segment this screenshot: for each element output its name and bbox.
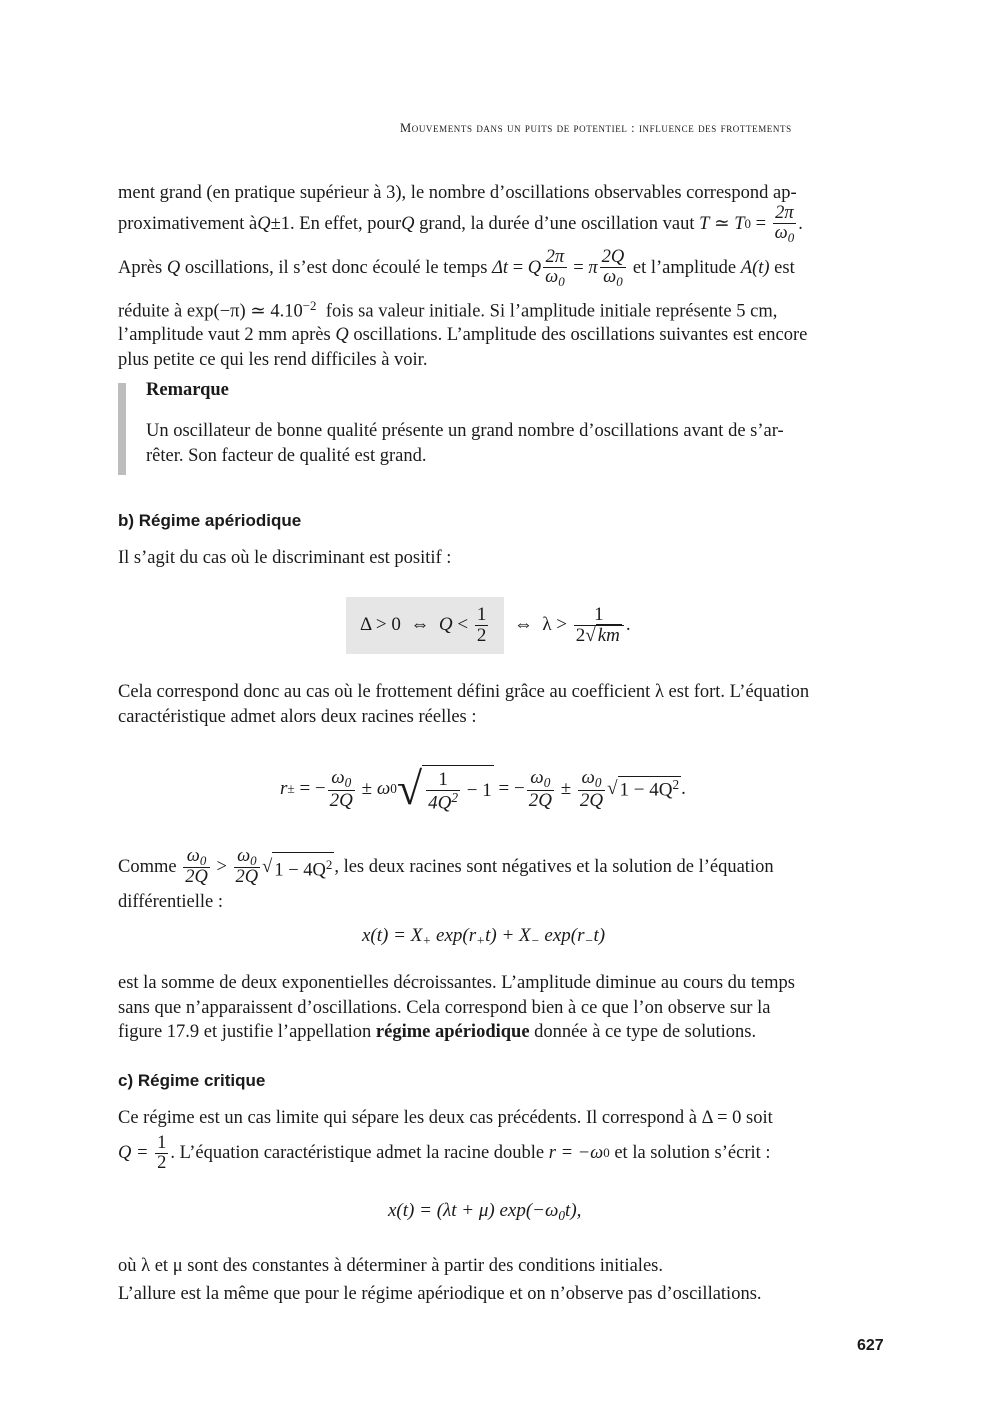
text: . L’équation caractéristique admet la racine double bbox=[170, 1143, 549, 1164]
line: Cela correspond donc au cas où le frottement défini grâce au coefficient λ est fort. L’équation bbox=[118, 682, 810, 702]
superscript: 2 bbox=[672, 777, 680, 793]
text: = −ω bbox=[555, 1143, 604, 1164]
equation-aperiodic-condition bbox=[346, 597, 631, 654]
intro-line-5 bbox=[118, 323, 886, 348]
text: = − bbox=[493, 778, 525, 799]
subscript: 0 bbox=[558, 274, 565, 290]
omega: ω bbox=[331, 766, 345, 788]
line bbox=[118, 844, 886, 890]
text: 1 − 4Q bbox=[619, 779, 673, 801]
denominator bbox=[543, 268, 567, 288]
sqrt-sign: √ bbox=[396, 763, 423, 814]
text: = − bbox=[294, 778, 326, 799]
text: oscillations. L’amplitude des oscillations suivantes est encore bbox=[348, 325, 808, 346]
var-q: Q bbox=[257, 214, 271, 235]
equation-roots bbox=[280, 758, 686, 820]
subscript: − bbox=[584, 932, 594, 948]
var-q: Q bbox=[335, 325, 349, 346]
text: = bbox=[750, 214, 771, 235]
text: grand, la durée d’une oscillation vaut bbox=[414, 214, 700, 235]
denominator: 2Q bbox=[528, 789, 552, 811]
subscript: 0 bbox=[344, 774, 352, 790]
line: où λ et μ sont des constantes à déterminer à partir des conditions initiales. bbox=[118, 1256, 663, 1276]
line: L’allure est la même que pour le régime apériodique et on n’observe pas d’oscillations. bbox=[118, 1284, 762, 1304]
numerator: 1 bbox=[476, 604, 487, 625]
var-q: Q bbox=[401, 214, 415, 235]
subscript: ± bbox=[287, 781, 295, 796]
denominator bbox=[773, 224, 797, 244]
line bbox=[118, 1020, 886, 1045]
numerator: 1 bbox=[574, 605, 624, 626]
text: oscillations, il s’est donc écoulé le temps bbox=[180, 258, 493, 279]
subscript: − bbox=[530, 932, 540, 948]
text: − 1 bbox=[462, 780, 492, 802]
var-dt: Δt bbox=[492, 258, 509, 279]
line: caractéristique admet alors deux racines réelles : bbox=[118, 706, 477, 727]
text: t), bbox=[565, 1200, 582, 1221]
sqrt-body bbox=[272, 852, 334, 883]
denominator: 2√ km bbox=[575, 624, 620, 646]
denominator: 2Q bbox=[185, 867, 208, 888]
section-b-heading: b) Régime apériodique bbox=[118, 511, 302, 530]
subscript: 0 bbox=[390, 781, 397, 796]
sqrt-body bbox=[618, 776, 682, 802]
superscript: 2 bbox=[451, 789, 459, 805]
omega: ω bbox=[530, 766, 544, 788]
omega: ω bbox=[603, 267, 617, 288]
text: exp(r bbox=[431, 925, 477, 946]
sqrt-body bbox=[422, 765, 494, 814]
omega: ω bbox=[774, 223, 788, 244]
sqrt-sign: √ bbox=[262, 856, 273, 877]
page-number: 627 bbox=[857, 1337, 884, 1354]
line: différentielle : bbox=[118, 892, 223, 912]
subscript: + bbox=[476, 932, 486, 948]
intro-paragraph bbox=[118, 181, 886, 372]
denominator: 2Q bbox=[579, 789, 604, 811]
fraction-omega0-2q bbox=[183, 847, 210, 888]
text: ± bbox=[356, 778, 377, 799]
text: ±1. En effet, pour bbox=[270, 214, 402, 235]
text: proximativement à bbox=[118, 214, 258, 235]
line: est la somme de deux exponentielles décroissantes. L’amplitude diminue au cours du temps bbox=[118, 973, 795, 993]
superscript: −2 bbox=[302, 297, 317, 313]
section-c-para-2 bbox=[118, 1252, 886, 1308]
denominator: 2Q bbox=[329, 789, 353, 811]
fraction-2pi-omega0 bbox=[773, 204, 797, 245]
section-b-intro: Il s’agit du cas où le discriminant est positif : bbox=[118, 548, 452, 568]
fraction-one-half bbox=[475, 605, 489, 646]
text: réduite à exp(−π) ≃ 4.10 bbox=[118, 300, 303, 321]
var-r: r bbox=[280, 778, 288, 799]
denominator: 2 bbox=[476, 624, 487, 646]
omega: ω bbox=[186, 845, 200, 866]
text: 1 − 4Q bbox=[274, 859, 326, 880]
text: , les deux racines sont négatives et la solution de l’équation bbox=[334, 856, 774, 877]
text: x(t) = X bbox=[362, 925, 423, 946]
remark-body bbox=[146, 419, 866, 468]
text: exp(r bbox=[539, 925, 585, 946]
var-q: Q bbox=[166, 258, 181, 279]
intro-line-4 bbox=[118, 294, 886, 324]
fourq: 4Q bbox=[428, 792, 452, 814]
intro-line-2: proximativement à Q ±1. En effet, pour Q grand, la durée d’une oscillation vaut T ≃ T 0 = $\frac{2\pi}{\omega_0}$ . bbox=[118, 203, 803, 246]
fraction-one-half bbox=[155, 1134, 168, 1174]
denominator: 2Q bbox=[235, 867, 259, 888]
equation-critical bbox=[388, 1200, 581, 1224]
text: donnée à ce type de solutions. bbox=[529, 1022, 757, 1042]
intro-line-6: plus petite ce qui les rend difficiles à voir. bbox=[118, 349, 428, 370]
subscript: 0 bbox=[558, 1207, 566, 1223]
fraction-omega0-2q bbox=[234, 847, 261, 888]
section-b-para-2 bbox=[118, 680, 886, 729]
section-b-para-4 bbox=[118, 971, 886, 1045]
subscript: 0 bbox=[616, 274, 623, 290]
text: et la solution s’écrit : bbox=[609, 1143, 771, 1164]
text: est bbox=[769, 258, 795, 279]
line: Ce régime est un cas limite qui sépare les deux cas précédents. Il correspond à Δ = 0 soit bbox=[118, 1108, 773, 1128]
fraction-2q-omega0 bbox=[600, 248, 627, 289]
subscript: 0 bbox=[787, 230, 795, 246]
omega: ω bbox=[581, 766, 595, 788]
var-q: Q bbox=[527, 258, 542, 279]
section-c-heading: c) Régime critique bbox=[118, 1071, 266, 1090]
text: Δ > 0 ⇔ bbox=[360, 614, 439, 636]
var-pi: π bbox=[588, 258, 598, 279]
numerator: 1 bbox=[157, 1132, 167, 1153]
text: < bbox=[452, 614, 473, 636]
subscript: 0 bbox=[199, 852, 207, 868]
superscript: 2 bbox=[325, 856, 333, 872]
var-q: Q bbox=[438, 614, 453, 636]
period: . bbox=[625, 614, 631, 636]
text: Comme bbox=[118, 856, 182, 877]
subscript: 0 bbox=[250, 852, 257, 868]
text: t) + X bbox=[485, 925, 531, 946]
var-r: r bbox=[548, 1143, 556, 1164]
text: x(t) = (λt + μ) exp(−ω bbox=[388, 1200, 559, 1221]
fraction-2pi-omega0 bbox=[543, 248, 567, 289]
fraction-omega0-2q bbox=[578, 768, 605, 811]
sqrt-sign: √ bbox=[607, 778, 618, 799]
subscript: 0 bbox=[594, 774, 602, 790]
subscript: + bbox=[422, 932, 432, 948]
line: sans que n’apparaissent d’oscillations. Cela correspond bien à ce que l’on observe sur la bbox=[118, 997, 771, 1018]
intro-line-3 bbox=[118, 246, 886, 292]
subscript: 0 bbox=[543, 774, 551, 790]
section-b-para-3 bbox=[118, 844, 886, 915]
numerator: 1 bbox=[426, 770, 460, 791]
bold-term: régime apériodique bbox=[375, 1022, 530, 1042]
omega: ω bbox=[237, 845, 251, 866]
omega: ω bbox=[376, 778, 391, 799]
var-t0: T bbox=[734, 214, 745, 235]
text: et l’amplitude bbox=[628, 258, 741, 279]
text: t) bbox=[593, 925, 606, 946]
text: = bbox=[568, 258, 589, 279]
text: Q = bbox=[118, 1143, 154, 1164]
text: l’amplitude vaut 2 mm après bbox=[118, 325, 336, 346]
equation-x-of-t bbox=[362, 925, 605, 949]
running-header: Mouvements dans un puits de potentiel : influence des frottements bbox=[400, 121, 792, 135]
text: > bbox=[211, 856, 232, 877]
remark-line-2: rêter. Son facteur de qualité est grand. bbox=[146, 445, 427, 466]
numerator: 2π bbox=[543, 248, 567, 268]
numerator: 2π bbox=[773, 204, 797, 224]
remark-bar bbox=[118, 383, 126, 475]
text: Après bbox=[118, 258, 167, 279]
var-t: T bbox=[699, 214, 710, 235]
fraction-omega0-2q bbox=[328, 768, 355, 811]
denominator bbox=[426, 791, 460, 814]
text: ≃ bbox=[709, 214, 735, 235]
remark-title: Remarque bbox=[146, 380, 229, 400]
remark-line-1: Un oscillateur de bonne qualité présente un grand nombre d’oscillations avant de s’ar- bbox=[146, 421, 784, 441]
line bbox=[118, 1131, 886, 1177]
fraction-omega0-2q bbox=[527, 768, 554, 811]
subscript: 0 bbox=[603, 1145, 610, 1161]
two: 2 bbox=[575, 624, 586, 646]
km: km bbox=[597, 624, 620, 646]
numerator: 2Q bbox=[601, 247, 625, 268]
period: . bbox=[681, 778, 686, 799]
denominator: 2 bbox=[157, 1153, 167, 1173]
text: fois sa valeur initiale. Si l’amplitude initiale représente 5 cm, bbox=[316, 300, 778, 321]
text: ⇔ λ > bbox=[504, 614, 572, 636]
var-a-of-t: A(t) bbox=[740, 258, 770, 279]
text: figure 17.9 et justifie l’appellation bbox=[118, 1022, 376, 1042]
fraction-one-over-2sqrtkm bbox=[574, 605, 624, 646]
denominator bbox=[600, 268, 627, 288]
boxed-condition bbox=[346, 597, 504, 654]
fraction-1-4q2 bbox=[426, 770, 460, 814]
omega: ω bbox=[545, 267, 559, 288]
text: = bbox=[508, 258, 528, 279]
intro-line-1: ment grand (en pratique supérieur à 3), le nombre d’oscillations observables correspond ap- bbox=[118, 183, 797, 203]
subscript: 0 bbox=[744, 216, 751, 232]
text: ± bbox=[555, 778, 576, 799]
section-c-para-1 bbox=[118, 1106, 886, 1177]
